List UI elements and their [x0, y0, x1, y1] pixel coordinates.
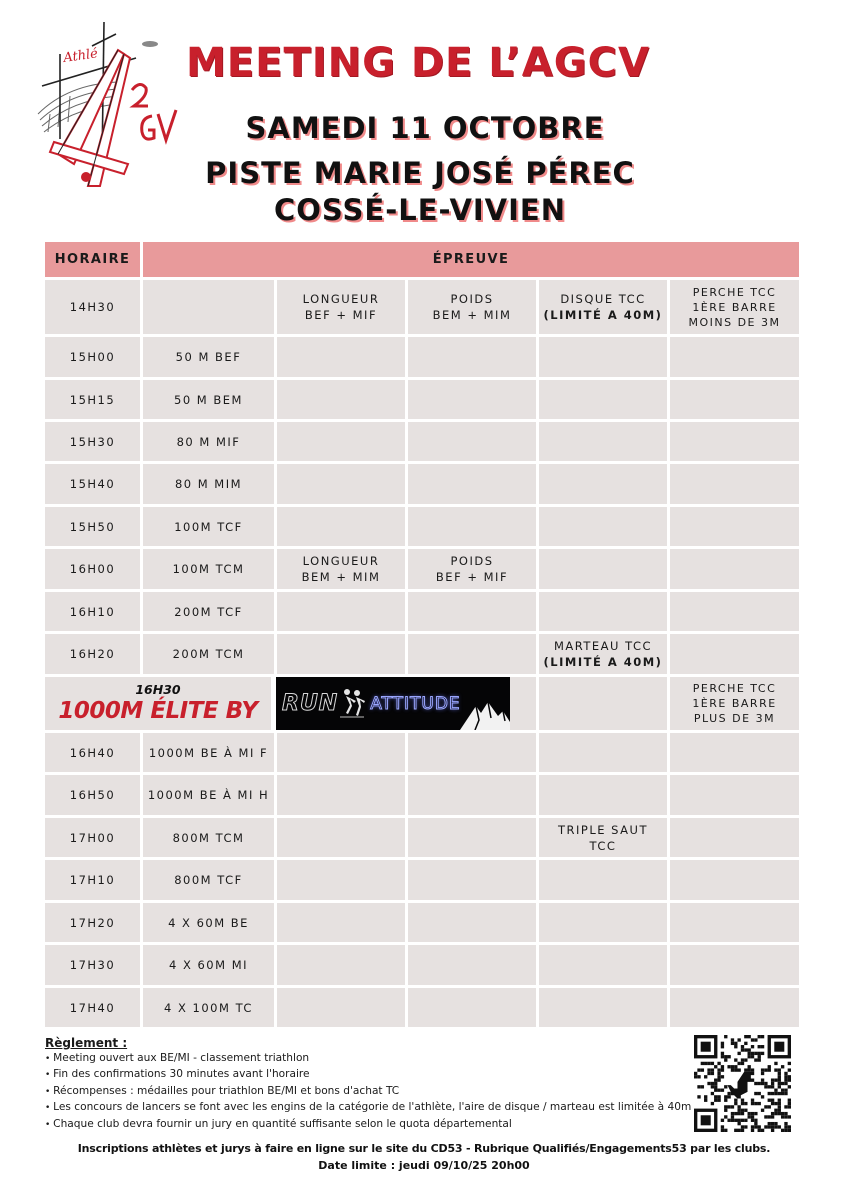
race-cell [143, 280, 274, 334]
rules-section [45, 1035, 692, 1133]
field-event-cell [277, 280, 405, 334]
field-event-cell-line: POIDS [450, 554, 494, 568]
field-event-cell [539, 818, 667, 857]
rule-item: • Meeting ouvert aux BE/MI - classement triathlon [45, 1051, 685, 1067]
race-cell [143, 464, 274, 504]
field-event-cell [277, 860, 405, 900]
race-cell [143, 903, 274, 942]
field-event-cell-line: PERCHE TCC [692, 285, 777, 299]
field-event-cell-line: LONGUEUR [302, 554, 380, 568]
race-cell-line: 4 X 60M MI [168, 958, 249, 972]
column-header-event [143, 242, 799, 277]
field-event-cell [408, 337, 536, 377]
time-cell-line: 17H30 [69, 958, 116, 972]
field-event-cell [277, 634, 405, 674]
time-cell-line: 15H15 [69, 392, 116, 407]
time-cell [45, 903, 140, 942]
field-event-cell [670, 775, 799, 815]
rule-item: • Récompenses : médailles pour triathlon BE/MI et bons d'achat TC [45, 1084, 685, 1100]
elite-race-time: 16H30 [135, 681, 181, 697]
field-event-cell [670, 860, 799, 900]
field-event-cell [539, 775, 667, 815]
field-event-cell-line: BEM + MIM [301, 570, 381, 584]
field-event-cell-line: LONGUEUR [302, 292, 380, 306]
field-event-cell [277, 464, 405, 504]
field-event-cell [539, 860, 667, 900]
field-event-cell [539, 677, 667, 730]
rules-title: Règlement : [45, 1036, 128, 1050]
time-cell-line: 16H00 [69, 562, 116, 576]
race-cell-line: 4 X 60M BE [168, 915, 249, 930]
race-cell-line: 100M TCM [172, 562, 245, 576]
field-event-cell [670, 988, 799, 1027]
column-header-time [45, 242, 140, 277]
field-event-cell [277, 549, 405, 589]
field-event-cell [277, 422, 405, 461]
time-cell-line: 16H10 [69, 604, 116, 619]
field-event-cell-line: PLUS DE 3M [693, 712, 776, 725]
field-event-cell [408, 549, 536, 589]
race-cell [143, 422, 274, 461]
field-event-cell [408, 818, 536, 857]
field-event-cell [670, 733, 799, 772]
time-cell-line: 14H30 [69, 300, 116, 314]
field-event-cell [408, 507, 536, 546]
field-event-cell [408, 380, 536, 419]
time-cell-line: 16H40 [69, 745, 116, 760]
race-cell-line: 200M TCM [172, 647, 245, 661]
race-cell-line: 80 M MIM [174, 477, 243, 491]
mountains-icon [460, 700, 510, 730]
field-event-cell [408, 733, 536, 772]
field-event-cell-line: DISQUE TCC [560, 292, 646, 306]
race-cell [143, 775, 274, 815]
time-cell [45, 280, 140, 334]
field-event-cell [408, 280, 536, 334]
field-event-cell [277, 945, 405, 985]
field-event-cell [408, 775, 536, 815]
meeting-venue: PISTE MARIE JOSÉ PÉREC [205, 156, 635, 190]
field-event-cell-line: POIDS [450, 292, 494, 306]
qr-code-icon[interactable] [694, 1035, 791, 1132]
time-cell [45, 775, 140, 815]
time-cell-line: 17H00 [69, 830, 116, 845]
race-cell [143, 634, 274, 674]
field-event-cell [539, 337, 667, 377]
elite-race-cell [45, 677, 271, 730]
race-cell-line: 50 M BEF [175, 350, 242, 364]
field-event-cell-line: 1ÈRE BARRE [692, 300, 777, 314]
race-cell-line: 80 M MIF [176, 434, 241, 449]
field-event-cell [539, 634, 667, 674]
registration-deadline: Date limite : jeudi 09/10/25 20h00 [318, 1159, 530, 1172]
field-event-cell [408, 464, 536, 504]
race-cell-line: 1000M BE À MI F [148, 745, 269, 760]
field-event-cell-line: 1ÈRE BARRE [692, 697, 777, 710]
field-event-cell [539, 422, 667, 461]
time-cell [45, 592, 140, 631]
time-cell [45, 380, 140, 419]
field-event-cell [408, 903, 536, 942]
field-event-cell [539, 507, 667, 546]
race-cell-line: 4 X 100M TC [164, 1000, 253, 1015]
sponsor-attitude-text: ATTITUDE [370, 693, 461, 714]
time-cell-line: 15H40 [69, 477, 116, 491]
field-event-cell [539, 380, 667, 419]
field-event-cell [408, 945, 536, 985]
field-event-cell-line: BEM + MIM [432, 308, 512, 322]
race-cell-line: 1000M BE À MI H [147, 788, 270, 802]
sponsor-run-text: RUN [282, 691, 339, 716]
field-event-cell [539, 988, 667, 1027]
field-event-cell-line: MARTEAU TCC [553, 639, 653, 653]
time-cell-line: 15H00 [69, 350, 116, 364]
field-event-cell [408, 988, 536, 1027]
field-event-cell [539, 280, 667, 334]
field-event-cell [408, 592, 536, 631]
race-cell-line: 200M TCF [174, 604, 243, 619]
field-event-cell-line: TCC [589, 838, 617, 853]
run-attitude-sponsor-banner [276, 677, 510, 730]
meeting-city: COSSÉ-LE-VIVIEN [273, 193, 566, 227]
rule-item: • Chaque club devra fournir un jury en quantité suffisante selon le quota départemental [45, 1117, 685, 1133]
rule-item: • Les concours de lancers se font avec les engins de la catégorie de l'athlète, l'aire de disque / marteau est limitée à 40m [45, 1100, 685, 1116]
time-cell-line: 15H50 [69, 519, 116, 534]
race-cell [143, 988, 274, 1027]
field-event-cell [408, 860, 536, 900]
logo-letter-c-shape [132, 84, 148, 106]
field-event-cell [670, 464, 799, 504]
race-cell [143, 945, 274, 985]
race-cell [143, 818, 274, 857]
meeting-title: MEETING DE L’AGCV [186, 40, 650, 86]
field-event-cell-line: PERCHE TCC [692, 682, 777, 695]
column-header-event-label: ÉPREUVE [432, 252, 510, 267]
field-event-cell [277, 337, 405, 377]
field-event-cell [277, 733, 405, 772]
field-event-cell [670, 945, 799, 985]
field-event-cell [408, 634, 536, 674]
field-event-cell [670, 677, 799, 730]
race-cell [143, 549, 274, 589]
time-cell-line: 17H40 [69, 1000, 116, 1015]
field-event-cell [670, 818, 799, 857]
race-cell [143, 337, 274, 377]
field-event-cell [277, 818, 405, 857]
time-cell-line: 16H50 [69, 788, 116, 802]
field-event-cell [277, 988, 405, 1027]
race-cell [143, 592, 274, 631]
field-event-cell [510, 677, 536, 730]
race-cell [143, 733, 274, 772]
time-cell [45, 733, 140, 772]
rule-item: • Fin des confirmations 30 minutes avant l'horaire [45, 1067, 685, 1083]
race-cell-line: 100M TCF [174, 519, 243, 534]
time-cell [45, 422, 140, 461]
field-event-cell [670, 422, 799, 461]
field-event-cell [277, 380, 405, 419]
time-cell-line: 15H30 [69, 434, 116, 449]
time-cell [45, 549, 140, 589]
field-event-cell-line: BEF + MIF [304, 308, 378, 322]
field-event-cell-line: TRIPLE SAUT [558, 822, 648, 837]
field-event-cell [277, 592, 405, 631]
field-event-cell [277, 775, 405, 815]
field-event-cell [670, 337, 799, 377]
field-event-cell [539, 903, 667, 942]
field-event-cell [408, 422, 536, 461]
time-cell [45, 818, 140, 857]
time-cell [45, 860, 140, 900]
field-event-cell [539, 549, 667, 589]
field-event-cell [539, 733, 667, 772]
field-event-cell [277, 507, 405, 546]
field-event-cell [670, 380, 799, 419]
time-cell-line: 17H20 [69, 915, 116, 930]
logo-athle-text: Athlé [62, 46, 99, 66]
field-event-cell [277, 903, 405, 942]
time-cell [45, 634, 140, 674]
field-event-cell [539, 592, 667, 631]
time-cell [45, 945, 140, 985]
time-cell-line: 16H20 [69, 647, 116, 661]
time-cell [45, 988, 140, 1027]
field-event-cell [670, 592, 799, 631]
race-cell [143, 860, 274, 900]
time-cell [45, 337, 140, 377]
field-event-cell [539, 945, 667, 985]
race-cell [143, 380, 274, 419]
race-cell [143, 507, 274, 546]
race-cell-line: 800M TCM [172, 830, 245, 845]
time-cell [45, 464, 140, 504]
field-event-cell [670, 549, 799, 589]
field-event-cell [670, 507, 799, 546]
runners-icon [338, 687, 366, 721]
field-event-cell [539, 464, 667, 504]
time-cell [45, 507, 140, 546]
race-cell-line: 800M TCF [174, 873, 243, 887]
field-event-cell-line: MOINS DE 3M [688, 315, 781, 329]
field-event-cell [670, 634, 799, 674]
field-event-cell-line: BEF + MIF [435, 570, 509, 584]
time-cell-line: 17H10 [69, 873, 116, 887]
column-header-time-label: HORAIRE [54, 252, 131, 267]
field-event-cell [670, 903, 799, 942]
field-event-cell [670, 280, 799, 334]
field-event-cell-line: (LIMITÉ A 40M) [543, 655, 663, 669]
registration-info: Inscriptions athlètes et jurys à faire en ligne sur le site du CD53 - Rubrique Qualifiés/Engagements53 par les clubs. [77, 1142, 771, 1155]
elite-race-label: 1000M ÉLITE BY [58, 697, 258, 724]
meeting-date: SAMEDI 11 OCTOBRE [245, 111, 605, 145]
field-event-cell-line: (LIMITÉ A 40M) [543, 308, 663, 322]
race-cell-line: 50 M BEM [174, 392, 243, 407]
